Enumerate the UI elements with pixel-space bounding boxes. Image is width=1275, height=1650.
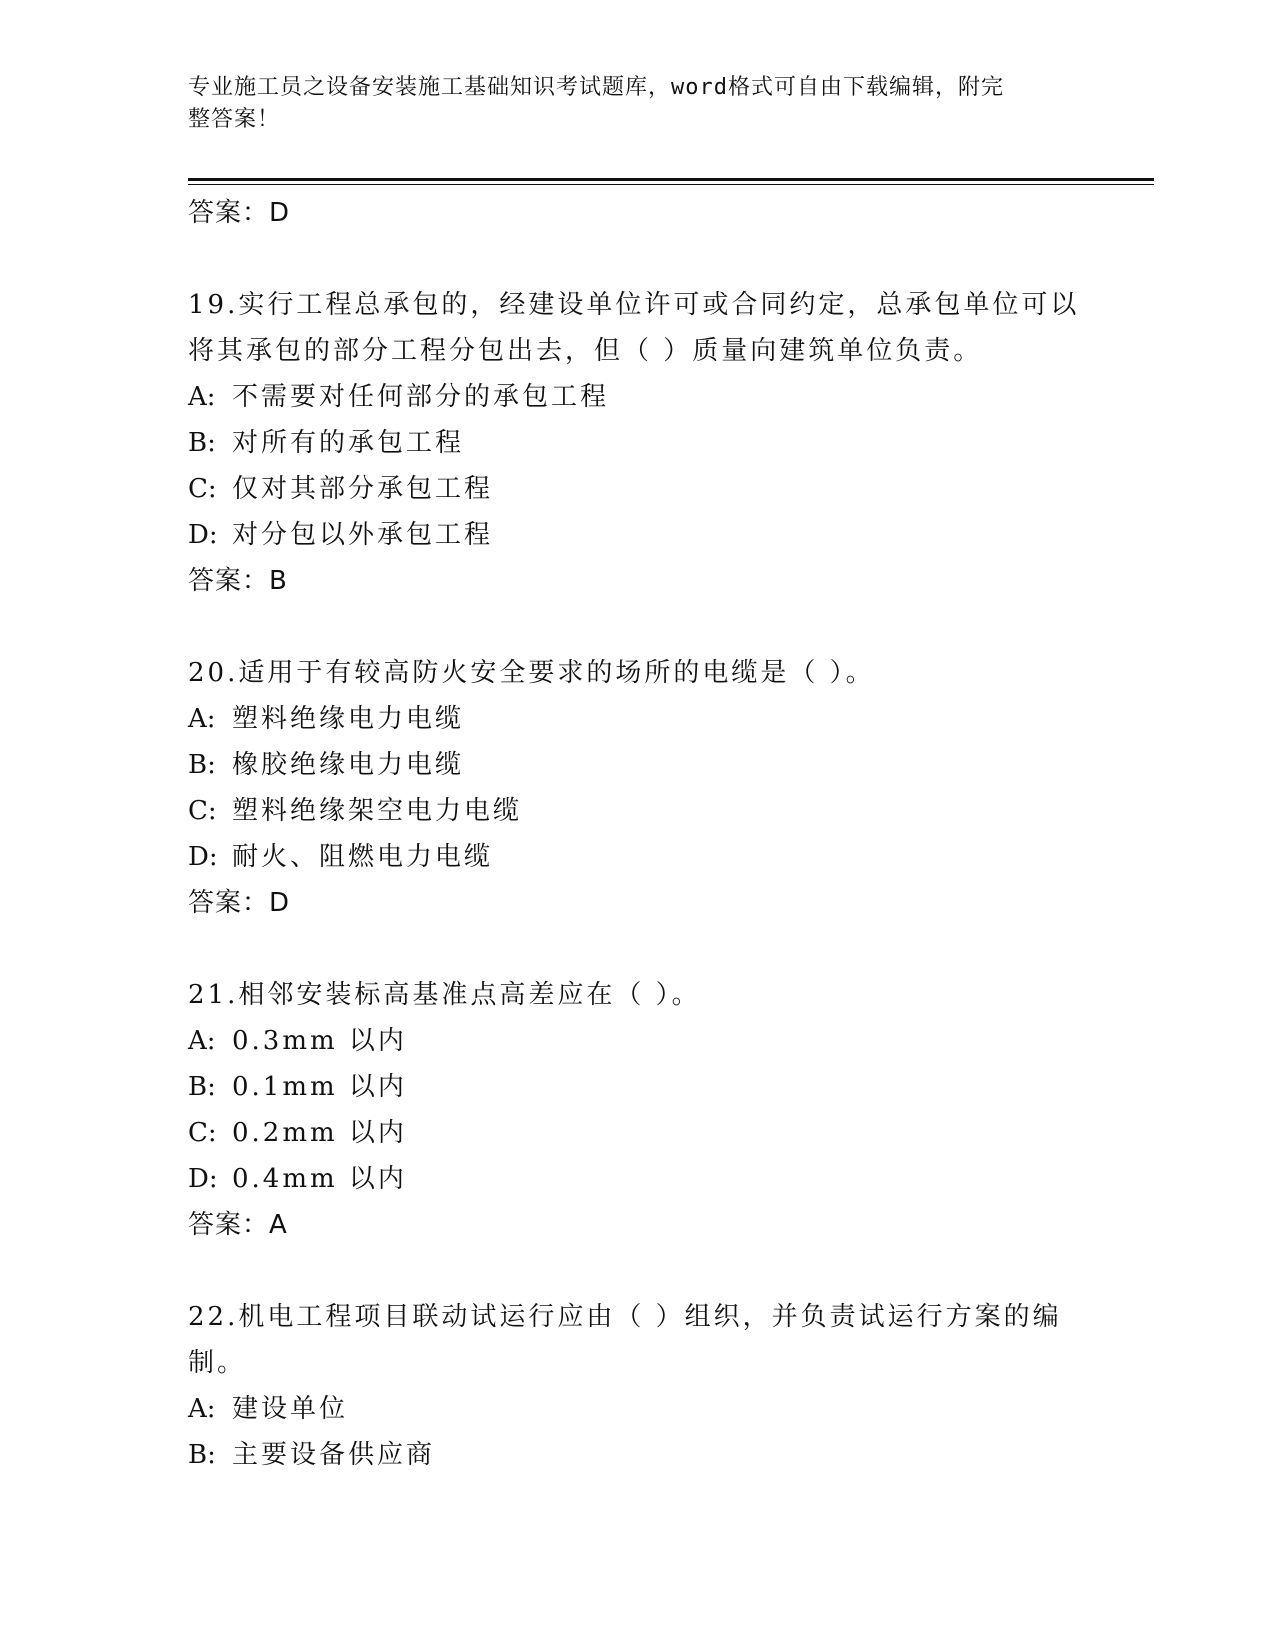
question-stem: 21.相邻安装标高基准点高差应在（ ）。	[188, 980, 701, 1010]
question-19	[188, 282, 1088, 604]
option-key: D:	[188, 1164, 218, 1194]
option-text: 主要设备供应商	[232, 1440, 436, 1470]
option-b	[188, 1064, 1088, 1110]
option-key: A:	[188, 704, 216, 734]
option-b	[188, 1432, 1088, 1478]
header-line-2: 整答案！	[188, 107, 281, 132]
question-list	[188, 190, 1088, 1478]
option-text: 不需要对任何部分的承包工程	[232, 382, 610, 412]
answer-line	[188, 1202, 1088, 1248]
option-text: 0.1mm 以内	[232, 1072, 407, 1102]
option-d	[188, 834, 1088, 880]
option-c	[188, 788, 1088, 834]
option-text: 0.2mm 以内	[232, 1118, 407, 1148]
answer-value: D	[269, 198, 291, 228]
option-text: 塑料绝缘架空电力电缆	[232, 796, 523, 826]
answer-label: 答案：	[188, 888, 270, 918]
question-stem: 19.实行工程总承包的，经建设单位许可或合同约定，总承包单位可以将其承包的部分工程分包出去，但（ ）质量向建筑单位负责。	[188, 290, 1080, 366]
option-key: A:	[188, 1026, 216, 1056]
question-stem: 22.机电工程项目联动试运行应由（ ）组织，并负责试运行方案的编制。	[188, 1302, 1062, 1378]
answer-label: 答案：	[188, 566, 270, 596]
header-divider-thick	[188, 178, 1154, 181]
header-divider-thin	[188, 184, 1154, 185]
option-text: 仅对其部分承包工程	[232, 474, 494, 504]
option-text: 建设单位	[232, 1394, 349, 1424]
option-text: 橡胶绝缘电力电缆	[232, 750, 465, 780]
option-key: B:	[188, 1440, 216, 1470]
option-key: D:	[188, 520, 218, 550]
option-text: 塑料绝缘电力电缆	[232, 704, 465, 734]
option-key: C:	[188, 474, 217, 504]
answer-line	[188, 880, 1088, 926]
header-line-1: 专业施工员之设备安装施工基础知识考试题库，word格式可自由下载编辑，附完	[188, 75, 1004, 100]
document-header	[188, 72, 1068, 136]
option-key: C:	[188, 1118, 217, 1148]
question-20	[188, 650, 1088, 926]
option-b	[188, 420, 1088, 466]
option-a	[188, 374, 1088, 420]
option-key: B:	[188, 750, 216, 780]
option-key: A:	[188, 382, 216, 412]
option-c	[188, 466, 1088, 512]
option-key: B:	[188, 428, 216, 458]
option-d	[188, 1156, 1088, 1202]
option-text: 对所有的承包工程	[232, 428, 465, 458]
option-key: C:	[188, 796, 217, 826]
option-a	[188, 696, 1088, 742]
answer-line	[188, 558, 1088, 604]
question-stem: 20.适用于有较高防火安全要求的场所的电缆是（ ）。	[188, 658, 875, 688]
question-21	[188, 972, 1088, 1248]
answer-line	[188, 190, 1088, 236]
answer-value: B	[269, 566, 288, 596]
option-key: B:	[188, 1072, 216, 1102]
answer-label: 答案：	[188, 1210, 270, 1240]
question-22	[188, 1294, 1088, 1478]
option-b	[188, 742, 1088, 788]
option-key: D:	[188, 842, 218, 872]
option-a	[188, 1018, 1088, 1064]
option-key: A:	[188, 1394, 216, 1424]
option-d	[188, 512, 1088, 558]
option-text: 耐火、阻燃电力电缆	[232, 842, 494, 872]
answer-label: 答案：	[188, 198, 270, 228]
option-text: 0.3mm 以内	[232, 1026, 407, 1056]
option-text: 对分包以外承包工程	[232, 520, 494, 550]
option-text: 0.4mm 以内	[232, 1164, 407, 1194]
option-a	[188, 1386, 1088, 1432]
answer-value: A	[269, 1210, 288, 1240]
answer-value: D	[269, 888, 291, 918]
option-c	[188, 1110, 1088, 1156]
